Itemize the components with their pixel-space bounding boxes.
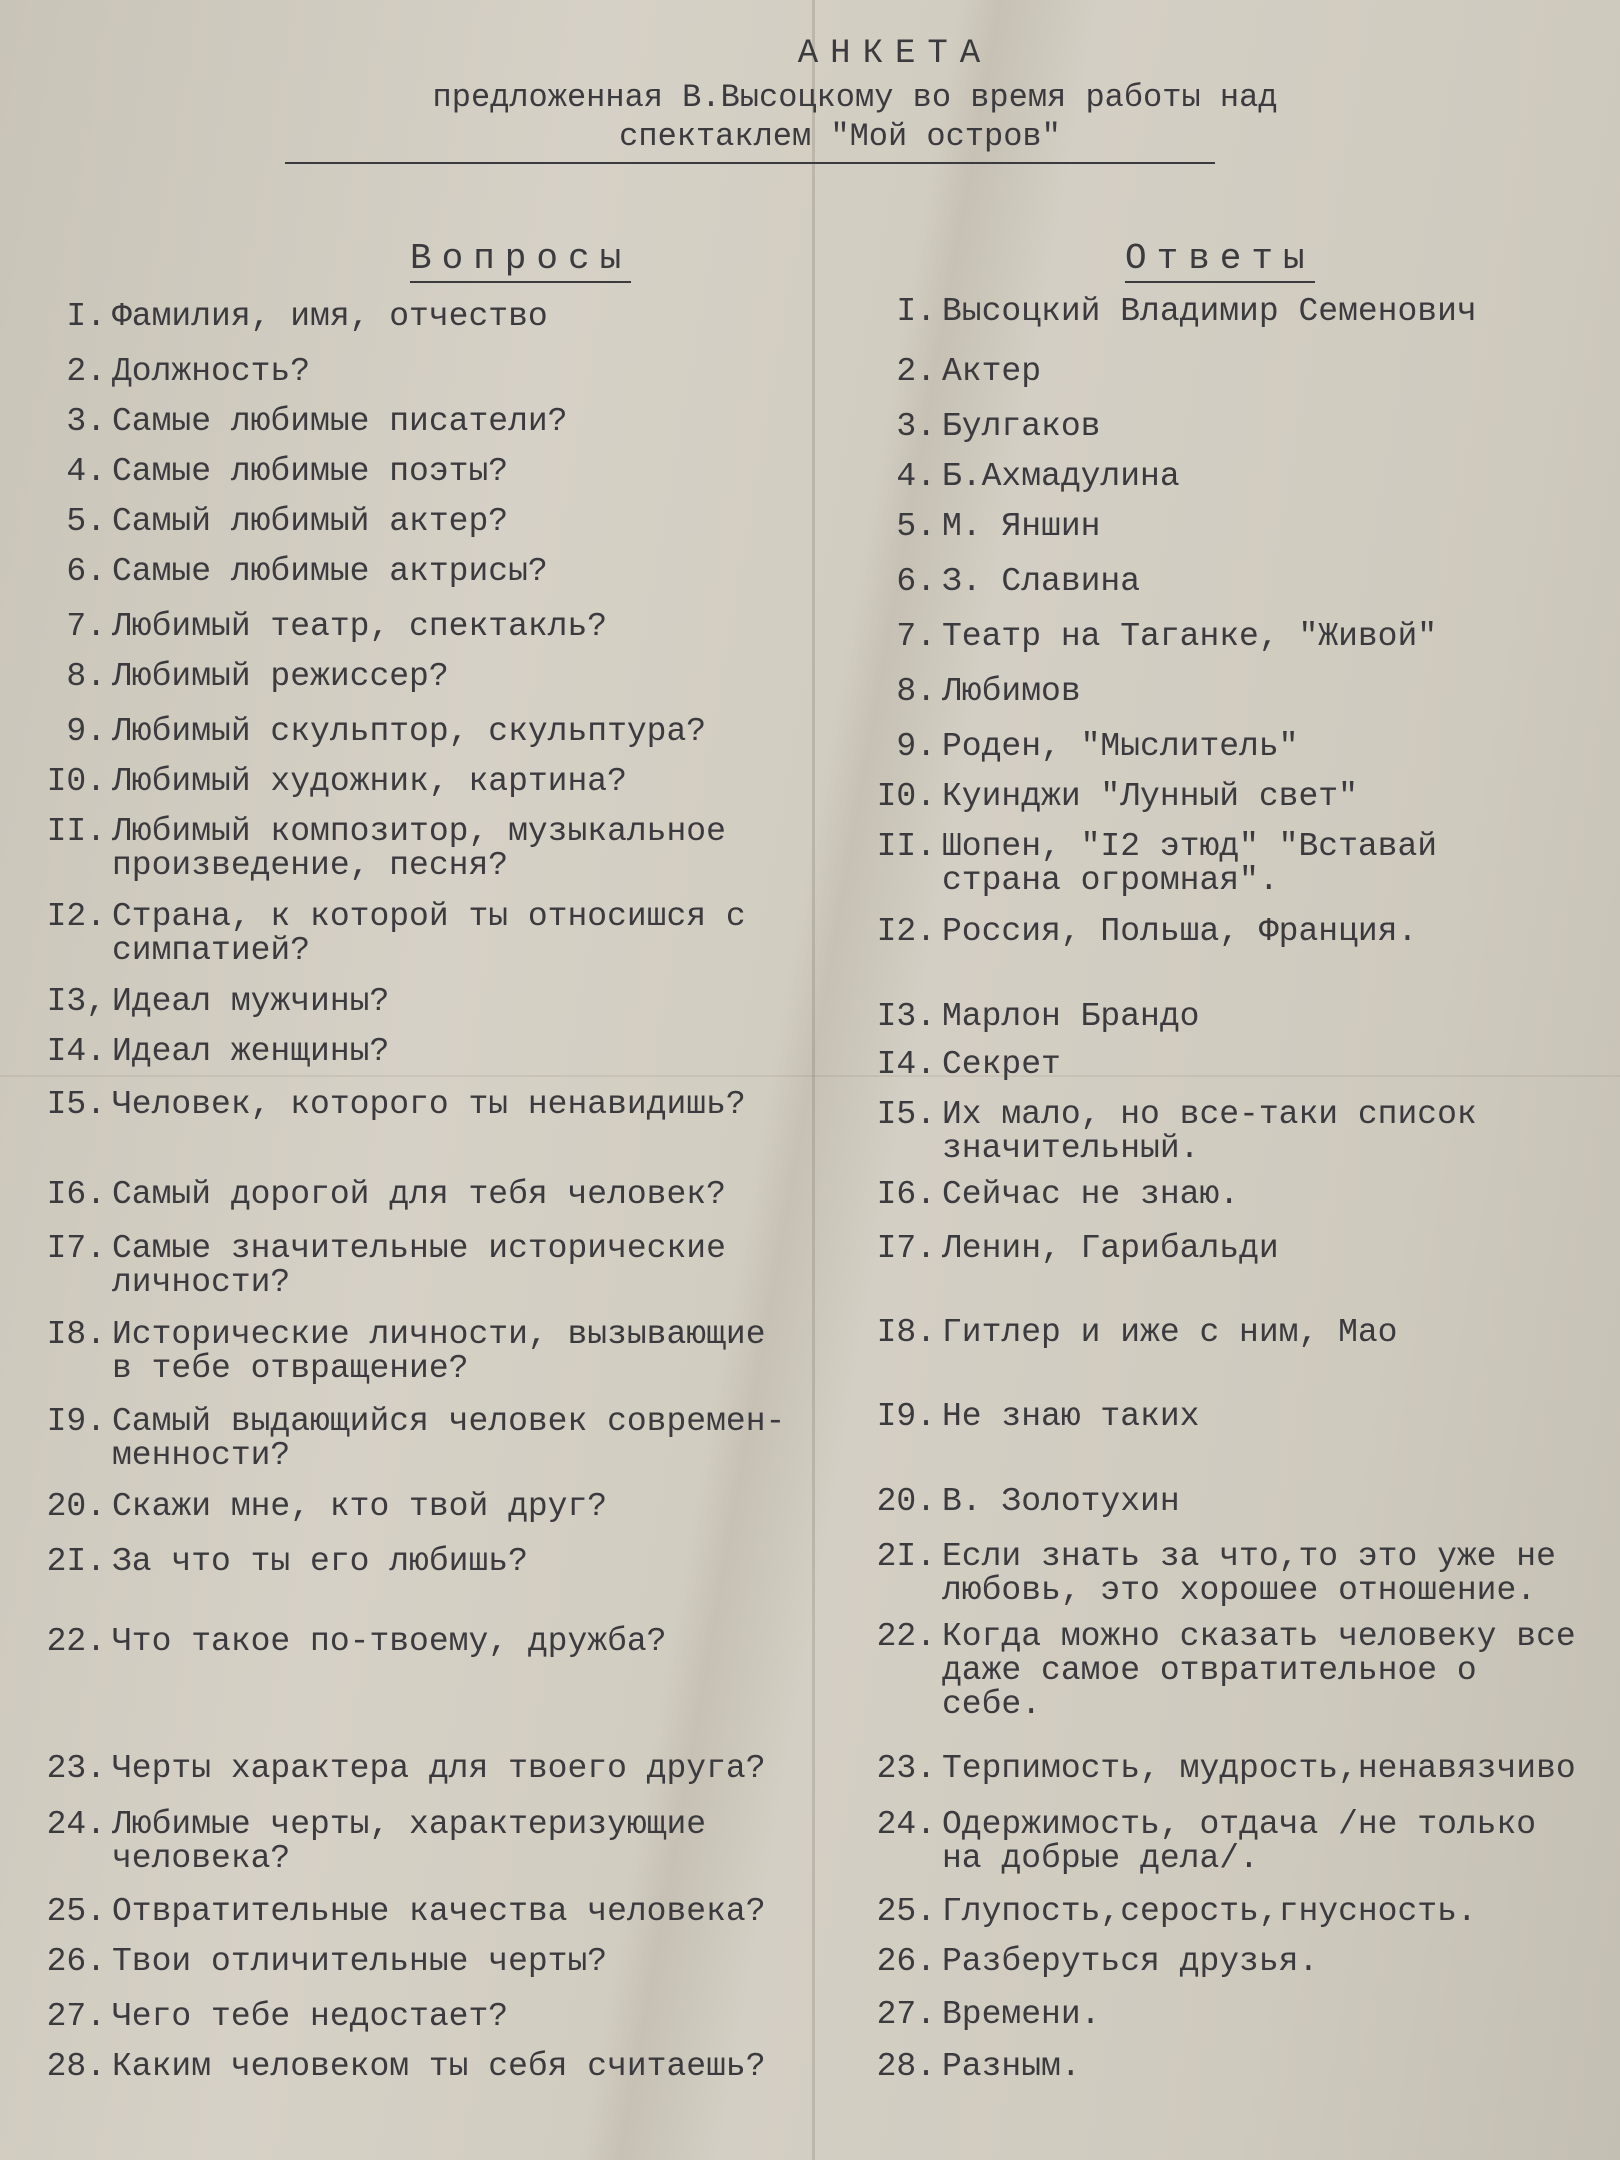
answer-text-line: Глупость,серость,гнусность. <box>942 1893 1477 1930</box>
answer-number: I5. <box>876 1096 936 1133</box>
question-text-line: Скажи мне, кто твой друг? <box>112 1488 608 1525</box>
question-text <box>112 1895 766 1929</box>
question-text <box>112 455 508 489</box>
answer-row <box>850 730 1298 764</box>
question-text <box>112 1405 785 1473</box>
question-row <box>20 1318 766 1386</box>
question-row <box>20 2050 766 2084</box>
question-text-line: Любимые черты, характеризующие <box>112 1806 707 1843</box>
answer-text <box>942 355 1041 389</box>
answer-row <box>850 1808 1536 1876</box>
question-text <box>112 900 746 968</box>
question-number: 6. <box>66 553 106 590</box>
question-text-line: За что ты его любишь? <box>112 1543 528 1580</box>
answer-number: II. <box>876 828 936 865</box>
answer-text-line: Актер <box>942 353 1042 390</box>
question-text <box>112 1088 746 1122</box>
answer-row <box>850 1752 1576 1786</box>
question-number: 7. <box>66 608 106 645</box>
answer-text <box>942 1232 1279 1266</box>
answer-text-line: Булгаков <box>942 408 1101 445</box>
question-text-line: Самые любимые актрисы? <box>112 553 548 590</box>
answer-text-line: себе. <box>942 1686 1042 1723</box>
answer-row <box>850 460 1180 494</box>
answer-number: I8. <box>876 1314 936 1351</box>
answer-row <box>850 1178 1239 1212</box>
question-text-line: Любимый скульптор, скульптура? <box>112 713 707 750</box>
answer-number: I4. <box>876 1046 936 1083</box>
answer-text <box>942 1540 1556 1608</box>
answer-text <box>942 780 1358 814</box>
question-text-line: Страна, к которой ты относишся с <box>112 898 746 935</box>
question-text-line: Любимый театр, спектакль? <box>112 608 608 645</box>
question-text-line: Человек, которого ты ненавидишь? <box>112 1086 746 1123</box>
answer-text-line: Их мало, но все-таки список <box>942 1096 1477 1133</box>
question-row <box>20 765 627 799</box>
answer-number: 27. <box>876 1996 936 2033</box>
question-row <box>20 1895 766 1929</box>
question-row <box>20 555 548 589</box>
answer-number: 3. <box>896 408 936 445</box>
answer-number: 9. <box>896 728 936 765</box>
question-row <box>20 985 389 1019</box>
answer-text-line: любовь, это хорошее отношение. <box>942 1572 1537 1609</box>
answer-text <box>942 730 1298 764</box>
question-text-line: Идеал женщины? <box>112 1033 390 1070</box>
question-number: 8. <box>66 658 106 695</box>
answer-number: I2. <box>876 913 936 950</box>
question-text <box>112 1945 607 1979</box>
question-text <box>112 1625 667 1659</box>
answer-text-line: Марлон Брандо <box>942 998 1200 1035</box>
question-row <box>20 1752 766 1786</box>
answer-number: I3. <box>876 998 936 1035</box>
question-text <box>112 2000 508 2034</box>
question-number: 4. <box>66 453 106 490</box>
question-text <box>112 300 548 334</box>
answer-text-line: Театр на Таганке, "Живой" <box>942 618 1438 655</box>
question-text-line: в тебе отвращение? <box>112 1350 469 1387</box>
question-row <box>20 815 726 883</box>
answer-row <box>850 1485 1180 1519</box>
question-text-line: симпатией? <box>112 932 311 969</box>
answer-text-line: Сейчас не знаю. <box>942 1176 1240 1213</box>
answer-text <box>942 915 1417 949</box>
question-number: 25. <box>46 1893 106 1930</box>
answer-text <box>942 620 1437 654</box>
paper-fold-horizontal <box>0 1075 1620 1077</box>
question-row <box>20 1232 726 1300</box>
question-text <box>112 985 389 1019</box>
question-number: I3, <box>46 983 106 1020</box>
document-title: АНКЕТА <box>797 35 993 73</box>
question-text <box>112 555 548 589</box>
answer-number: 25. <box>876 1893 936 1930</box>
answer-text-line: З. Славина <box>942 563 1141 600</box>
answer-text <box>942 1998 1100 2032</box>
question-text-line: Любимый режиссер? <box>112 658 449 695</box>
answer-text-line: Б.Ахмадулина <box>942 458 1180 495</box>
question-number: I5. <box>46 1086 106 1123</box>
answer-text <box>942 1048 1061 1082</box>
question-row <box>20 1178 726 1212</box>
answer-number: I7. <box>876 1230 936 1267</box>
question-text <box>112 815 726 883</box>
answer-text-line: Россия, Польша, Франция. <box>942 913 1418 950</box>
answer-row <box>850 620 1437 654</box>
question-number: I4. <box>46 1033 106 1070</box>
answer-row <box>850 780 1358 814</box>
answer-number: 20. <box>876 1483 936 1520</box>
answer-text <box>942 1400 1199 1434</box>
answer-text-line: страна огромная". <box>942 862 1279 899</box>
question-row <box>20 1490 607 1524</box>
answer-text-line: Куинджи "Лунный свет" <box>942 778 1358 815</box>
question-text-line: Чего тебе недостает? <box>112 1998 509 2035</box>
question-row <box>20 660 449 694</box>
question-text <box>112 405 567 439</box>
answer-text-line: Гитлер и иже с ним, Мао <box>942 1314 1398 1351</box>
answer-text-line: Шопен, "I2 этюд" "Вставай <box>942 828 1438 865</box>
answer-text-line: Если знать за что,то это уже не <box>942 1538 1556 1575</box>
question-number: II. <box>46 813 106 850</box>
answer-row <box>850 1400 1199 1434</box>
answer-number: 7. <box>896 618 936 655</box>
question-row <box>20 1545 528 1579</box>
question-number: I0. <box>46 763 106 800</box>
answer-row <box>850 1540 1556 1608</box>
question-number: I2. <box>46 898 106 935</box>
answer-text <box>942 565 1140 599</box>
question-number: I. <box>66 298 106 335</box>
question-row <box>20 1945 607 1979</box>
question-row <box>20 610 607 644</box>
question-row <box>20 505 508 539</box>
question-row <box>20 1035 389 1069</box>
answer-text <box>942 1485 1180 1519</box>
answers-heading: Ответы <box>1125 238 1315 283</box>
question-number: 9. <box>66 713 106 750</box>
question-number: 24. <box>46 1806 106 1843</box>
answer-text <box>942 295 1477 329</box>
question-row <box>20 405 567 439</box>
answer-text-line: Одержимость, отдача /не только <box>942 1806 1537 1843</box>
answer-text <box>942 2050 1081 2084</box>
answer-text <box>942 410 1100 444</box>
question-text-line: Должность? <box>112 353 311 390</box>
question-number: I7. <box>46 1230 106 1267</box>
answer-text <box>942 1620 1576 1722</box>
answer-row <box>850 1000 1199 1034</box>
answer-text-line: Любимов <box>942 673 1081 710</box>
question-number: 26. <box>46 1943 106 1980</box>
question-text <box>112 505 508 539</box>
question-text-line: Любимый художник, картина? <box>112 763 627 800</box>
answer-text <box>942 830 1437 898</box>
question-text <box>112 1752 766 1786</box>
answer-number: 8. <box>896 673 936 710</box>
answer-number: 2I. <box>876 1538 936 1575</box>
questions-heading: Вопросы <box>410 238 631 283</box>
question-text-line: Каким человеком ты себя считаешь? <box>112 2048 766 2085</box>
question-text-line: Самые значительные исторические <box>112 1230 726 1267</box>
question-number: 28. <box>46 2048 106 2085</box>
answer-text <box>942 1808 1536 1876</box>
question-text <box>112 1808 706 1876</box>
answer-text <box>942 460 1180 494</box>
answer-row <box>850 1316 1397 1350</box>
answer-row <box>850 675 1081 709</box>
answer-text <box>942 1316 1397 1350</box>
question-text <box>112 1318 766 1386</box>
question-text <box>112 1232 726 1300</box>
answer-row <box>850 1232 1279 1266</box>
question-text <box>112 1035 389 1069</box>
question-number: I6. <box>46 1176 106 1213</box>
answer-text-line: Разным. <box>942 2048 1081 2085</box>
question-number: 20. <box>46 1488 106 1525</box>
answer-text-line: Разберуться друзья. <box>942 1943 1319 1980</box>
paper-fold-vertical <box>812 0 815 2160</box>
question-row <box>20 2000 508 2034</box>
question-text <box>112 355 310 389</box>
answer-row <box>850 1048 1061 1082</box>
question-number: 3. <box>66 403 106 440</box>
document-subtitle-line1: предложенная В.Высоцкому во время работы над <box>432 79 1278 116</box>
answer-number: 26. <box>876 1943 936 1980</box>
question-text <box>112 610 607 644</box>
question-row <box>20 900 746 968</box>
answer-number: 22. <box>876 1618 936 1655</box>
answer-text <box>942 1752 1576 1786</box>
answer-text-line: Роден, "Мыслитель" <box>942 728 1299 765</box>
question-text <box>112 1178 726 1212</box>
question-text-line: человека? <box>112 1840 291 1877</box>
question-text-line: Отвратительные качества человека? <box>112 1893 766 1930</box>
answer-row <box>850 410 1100 444</box>
question-text-line: Твои отличительные черты? <box>112 1943 608 1980</box>
answer-row <box>850 355 1041 389</box>
answer-text-line: Не знаю таких <box>942 1398 1200 1435</box>
answer-row <box>850 565 1140 599</box>
question-text-line: Любимый композитор, музыкальное <box>112 813 726 850</box>
answer-text-line: значительный. <box>942 1130 1200 1167</box>
question-number: 5. <box>66 503 106 540</box>
question-text-line: произведение, песня? <box>112 847 509 884</box>
answer-text <box>942 510 1100 544</box>
answer-number: 5. <box>896 508 936 545</box>
answer-number: I. <box>896 293 936 330</box>
question-text <box>112 715 706 749</box>
answer-text-line: Когда можно сказать человеку все <box>942 1618 1576 1655</box>
question-number: 23. <box>46 1750 106 1787</box>
header-rule <box>285 162 1215 164</box>
answer-text <box>942 1098 1477 1166</box>
answer-text <box>942 675 1081 709</box>
answer-number: 28. <box>876 2048 936 2085</box>
answer-text <box>942 1178 1239 1212</box>
question-number: I8. <box>46 1316 106 1353</box>
question-text-line: Самый выдающийся человек современ- <box>112 1403 786 1440</box>
answer-text-line: Высоцкий Владимир Семенович <box>942 293 1477 330</box>
answer-number: 4. <box>896 458 936 495</box>
answer-text-line: В. Золотухин <box>942 1483 1180 1520</box>
question-text-line: личности? <box>112 1264 291 1301</box>
question-text-line: Самые любимые писатели? <box>112 403 568 440</box>
answer-text <box>942 1945 1318 1979</box>
question-text <box>112 765 627 799</box>
question-number: 27. <box>46 1998 106 2035</box>
answer-row <box>850 1620 1576 1722</box>
answer-row <box>850 510 1100 544</box>
question-row <box>20 355 310 389</box>
answer-text-line: Ленин, Гарибальди <box>942 1230 1279 1267</box>
answer-row <box>850 1945 1318 1979</box>
question-text-line: Самые любимые поэты? <box>112 453 509 490</box>
answer-row <box>850 295 1477 329</box>
question-text-line: Что такое по-твоему, дружба? <box>112 1623 667 1660</box>
question-text <box>112 660 449 694</box>
answer-text <box>942 1895 1477 1929</box>
answer-text-line: даже самое отвратительное о <box>942 1652 1477 1689</box>
question-text-line: Исторические личности, вызывающие <box>112 1316 766 1353</box>
question-row <box>20 1088 746 1122</box>
question-number: 2I. <box>46 1543 106 1580</box>
question-number: 22. <box>46 1623 106 1660</box>
question-text-line: Фамилия, имя, отчество <box>112 298 548 335</box>
question-row <box>20 715 706 749</box>
question-text <box>112 1545 528 1579</box>
question-text-line: менности? <box>112 1437 291 1474</box>
answer-text-line: М. Яншин <box>942 508 1101 545</box>
answer-row <box>850 2050 1081 2084</box>
question-text-line: Черты характера для твоего друга? <box>112 1750 766 1787</box>
answer-text-line: Терпимость, мудрость,ненавязчиво <box>942 1750 1576 1787</box>
answer-number: 24. <box>876 1806 936 1843</box>
answer-number: 23. <box>876 1750 936 1787</box>
answer-text <box>942 1000 1199 1034</box>
question-row <box>20 1405 785 1473</box>
question-row <box>20 1625 667 1659</box>
document-subtitle-line2: спектаклем "Мой остров" <box>619 118 1061 155</box>
answer-number: I6. <box>876 1176 936 1213</box>
answer-row <box>850 1098 1477 1166</box>
answer-text-line: на добрые дела/. <box>942 1840 1259 1877</box>
answer-text-line: Секрет <box>942 1046 1061 1083</box>
question-row <box>20 1808 706 1876</box>
question-text-line: Самый дорогой для тебя человек? <box>112 1176 726 1213</box>
answer-text-line: Времени. <box>942 1996 1101 2033</box>
question-row <box>20 455 508 489</box>
question-text <box>112 2050 766 2084</box>
question-text-line: Идеал мужчины? <box>112 983 390 1020</box>
answer-row <box>850 1998 1100 2032</box>
answer-row <box>850 830 1437 898</box>
answer-row <box>850 1895 1477 1929</box>
answer-number: I0. <box>876 778 936 815</box>
question-number: I9. <box>46 1403 106 1440</box>
answer-number: I9. <box>876 1398 936 1435</box>
question-text-line: Самый любимый актер? <box>112 503 509 540</box>
question-row <box>20 300 548 334</box>
question-number: 2. <box>66 353 106 390</box>
question-text <box>112 1490 607 1524</box>
answer-number: 6. <box>896 563 936 600</box>
answer-row <box>850 915 1417 949</box>
document-header <box>0 35 1620 155</box>
answer-number: 2. <box>896 353 936 390</box>
